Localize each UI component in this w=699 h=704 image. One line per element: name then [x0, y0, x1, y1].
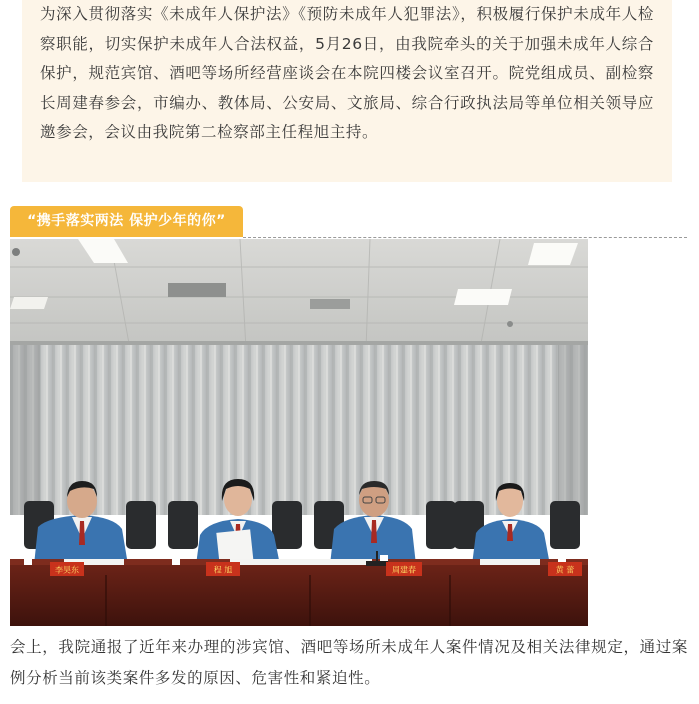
caption-paragraph: 会上，我院通报了近年来办理的涉宾馆、酒吧等场所未成年人案件情况及相关法律规定，通过案例分析当前该类案件多发的原因、危害性和紧迫性。 — [10, 638, 688, 687]
meeting-photo — [10, 239, 588, 626]
name-plate-label: 李昊东 — [55, 565, 79, 575]
ceiling-light — [528, 243, 578, 265]
ceiling-light — [454, 289, 512, 305]
name-plate-label: 黄 蕾 — [555, 565, 575, 575]
cup — [172, 555, 180, 565]
section-tag: “携手落实两法 保护少年的你” — [10, 206, 243, 237]
name-plate-label: 周建春 — [392, 565, 416, 575]
name-plate-3 — [386, 562, 422, 576]
ceiling-light — [10, 297, 48, 309]
conference-table — [10, 561, 588, 626]
name-plate-4 — [548, 562, 582, 576]
section-header — [10, 206, 699, 239]
name-plate-2 — [206, 562, 240, 576]
intro-box — [22, 0, 672, 182]
cup — [24, 555, 32, 565]
dashed-divider — [243, 237, 687, 238]
ceiling-vent — [168, 283, 226, 297]
name-plate-label: 程 旭 — [213, 565, 233, 575]
intro-paragraph: 为深入贯彻落实《未成年人保护法》《预防未成年人犯罪法》，积极履行保护未成年人检察职能，切实保护未成年人合法权益，5月26日，由我院牵头的关于加强未成年人综合保护，规范宾馆、酒吧等场所经营座谈会在本院四楼会议室召开。院党组成员、副检察长周建春参会，市编办、教体局、公安局、文旅局、综合行政执法局等单位相关领导应邀参会，会议由我院第二检察部主任程旭主持。 — [40, 5, 654, 141]
ceiling-vent — [310, 299, 350, 309]
name-plate-1 — [50, 562, 84, 576]
